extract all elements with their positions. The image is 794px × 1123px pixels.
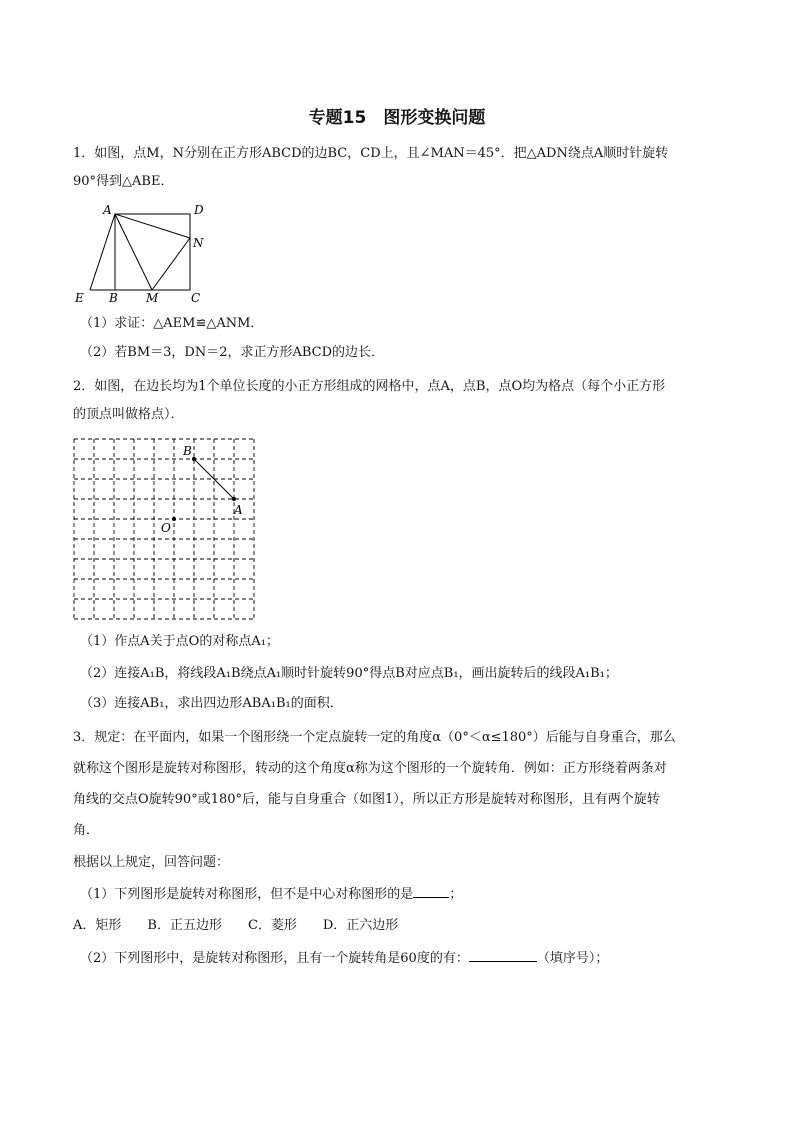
q2-line-2: 的顶点叫做格点）． (73, 407, 184, 422)
q2-sub-2: （2）连接A₁B，将线段A₁B绕点A₁顺时针旋转90°得点B对应点B₁，画出旋转后的线段A₁B₁； (80, 666, 618, 681)
segment-ae (90, 214, 115, 290)
point-o (172, 517, 176, 521)
segment-an (115, 214, 190, 238)
label-d: D (194, 203, 204, 217)
answer-blank-2 (469, 949, 537, 962)
grid-label-b: B (183, 444, 192, 458)
q1-line-2: 90°得到△ABE． (73, 174, 174, 189)
q3-line-1: 3．规定：在平面内，如果一个图形绕一个定点旋转一定的角度α（0°＜α≤180°）后能与自身重合，那么 (73, 730, 676, 745)
q3-sub-1-end: ； (449, 887, 463, 902)
q3-line-3: 角线的交点O旋转90°或180°后，能与自身重合（如图1），所以正方形是旋转对称图形，且有两个旋转 (73, 792, 660, 807)
label-a: A (103, 203, 112, 217)
q1-line-1: 1．如图，点M，N分别在正方形ABCD的边BC，CD上，且∠MAN＝45°．把△ADN绕点A顺时针旋转 (73, 146, 669, 161)
square-abcd (115, 214, 190, 290)
q1-sub-2: （2）若BM＝3，DN＝2，求正方形ABCD的边长． (80, 345, 385, 360)
q3-sub-1 (80, 885, 740, 905)
point-a (232, 497, 236, 501)
label-n: N (193, 236, 204, 250)
segment-am (115, 214, 152, 290)
grid-label-o: O (161, 521, 171, 535)
answer-blank-1 (413, 885, 449, 898)
square-figure (72, 200, 212, 308)
q2-sub-1: （1）作点A关于点O的对称点A₁； (80, 634, 279, 649)
q3-line-4: 角． (73, 823, 100, 838)
q2-sub-3: （3）连接AB₁，求出四边形ABA₁B₁的面积． (80, 696, 343, 711)
q3-line-2: 就称这个图形是旋转对称图形，转动的这个角度α称为这个图形的一个旋转角．例如：正方形绕着两条对 (73, 761, 667, 776)
q3-sub-2-end: （填序号）； (536, 951, 609, 966)
grid-figure (70, 435, 265, 620)
grid-label-a: A (234, 503, 243, 517)
label-b: B (109, 291, 118, 305)
q3-sub-1-text: （1）下列图形是旋转对称图形，但不是中心对称图形的是 (80, 887, 414, 902)
point-b (192, 457, 196, 461)
q3-line-5: 根据以上规定，回答问题： (73, 855, 230, 870)
q3-sub-2 (80, 949, 740, 969)
label-e: E (75, 291, 84, 305)
label-m: M (146, 291, 159, 305)
q2-line-1: 2．如图，在边长均为1个单位长度的小正方形组成的网格中，点A，点B，点O均为格点（每个小正方形 (73, 379, 666, 394)
page-title: 专题15 图形变换问题 (308, 108, 486, 128)
label-c: C (191, 291, 201, 305)
q1-sub-1: （1）求证：△AEM≌△ANM． (80, 316, 264, 331)
segment-mn (152, 238, 190, 290)
q3-options: A．矩形 B．正五边形 C．菱形 D．正六边形 (73, 918, 399, 933)
q3-sub-2-text: （2）下列图形中，是旋转对称图形，且有一个旋转角是60度的有： (80, 951, 469, 966)
